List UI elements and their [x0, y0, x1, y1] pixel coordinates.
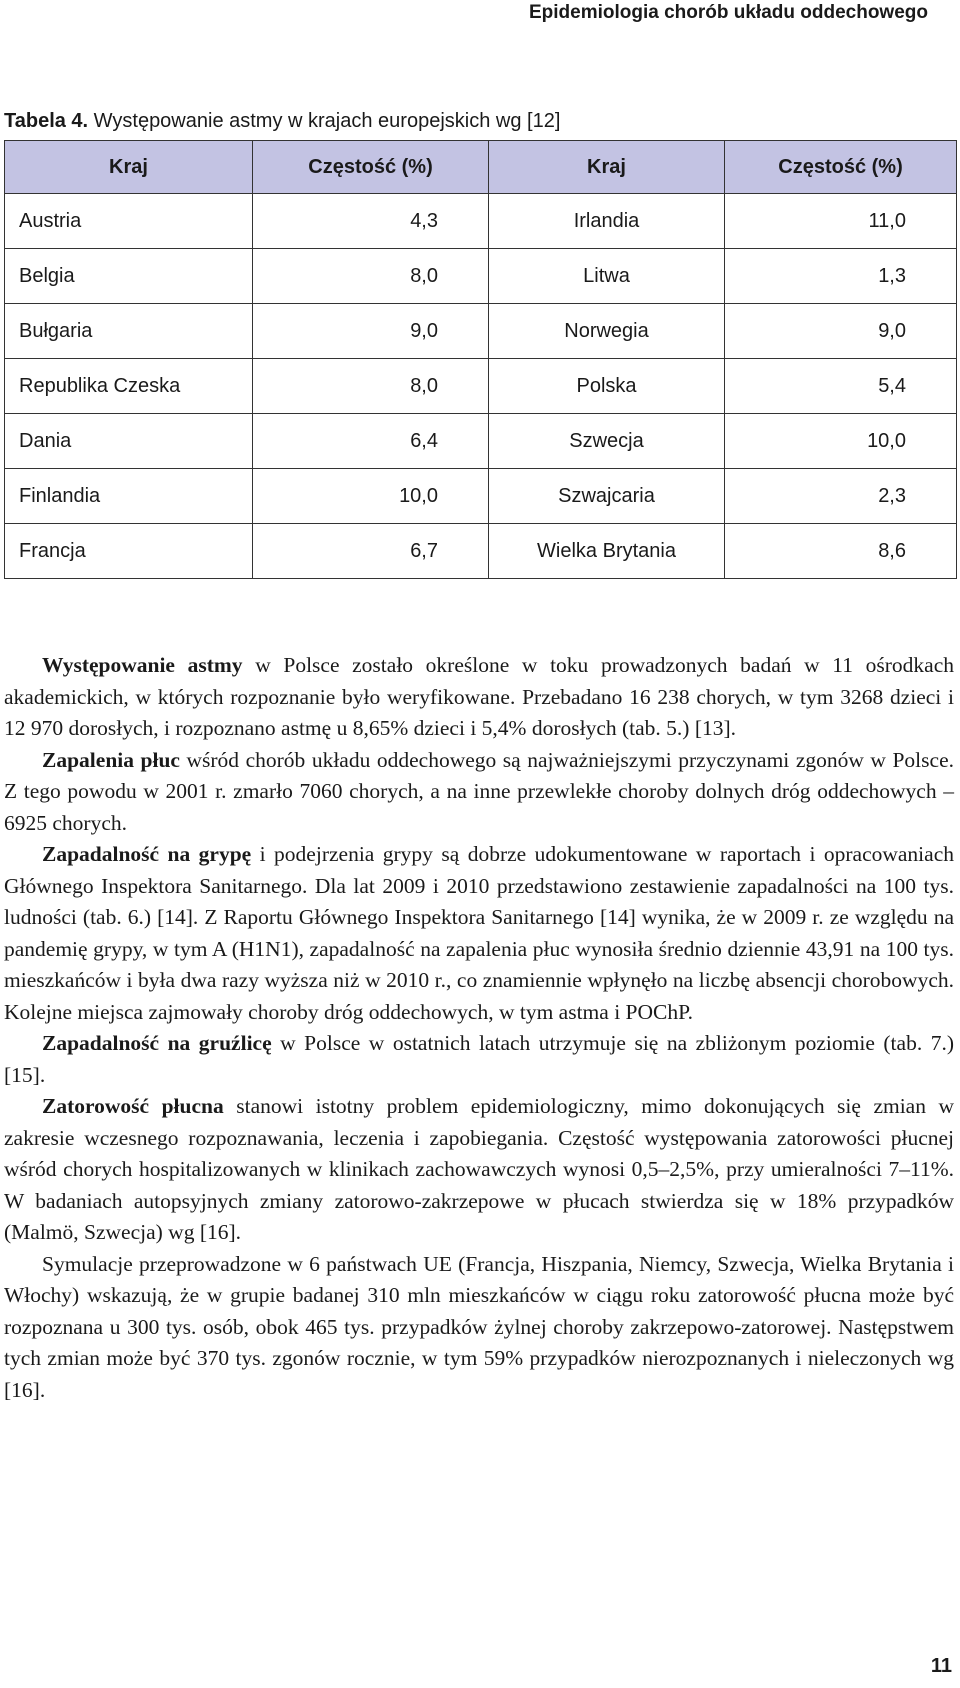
table-cell: Bułgaria [5, 304, 253, 359]
table-row [5, 524, 957, 579]
table-cell: 10,0 [725, 414, 957, 469]
table-cell: Finlandia [5, 469, 253, 524]
table-cell: Francja [5, 524, 253, 579]
table-cell: 8,0 [253, 249, 489, 304]
table-cell: 9,0 [725, 304, 957, 359]
table-cell: 4,3 [253, 194, 489, 249]
table-cell: Polska [489, 359, 725, 414]
paragraph-text: w Polsce w ostatnich latach utrzymuje się na zbliżonym poziomie (tab. 7.) [15]. [4, 1031, 954, 1087]
table-caption-label: Tabela 4. [4, 110, 89, 132]
table-cell: 6,4 [253, 414, 489, 469]
column-header: Częstość (%) [253, 141, 489, 194]
paragraph-text: stanowi istotny problem epidemiologiczny, mimo dokonujących się zmian w zakresie wczesnego rozpoznawania, leczenia i zapobiegania. Częstość występowania zatorowości płucnej wśród chorych hospitalizowanych w klinikach zachowawczych wynosi 0,5–2,5%, przy umieralności 7–11%. W badaniach autopsyjnych zmiany zatorowo-zakrzepowe w płucach stwierdza się w 18% przypadków (Malmö, Szwecja) wg [16]. [4, 1094, 954, 1244]
paragraph-lead: Zapadalność na gruźlicę [42, 1031, 272, 1055]
paragraph-lead: Zatorowość płucna [42, 1094, 224, 1118]
paragraph-influenza [4, 839, 954, 1028]
paragraph-tuberculosis [4, 1028, 954, 1091]
paragraph-text: wśród chorób układu oddechowego są najważniejszymi przyczynami zgonów w Polsce. Z tego powodu w 2001 r. zmarło 7060 chorych, a na inne przewlekłe choroby dolnych dróg oddechowych – 6925 chorych. [4, 747, 954, 835]
table-cell: Wielka Brytania [489, 524, 725, 579]
table-row [5, 414, 957, 469]
body-text [4, 650, 954, 1406]
table-cell: 8,6 [725, 524, 957, 579]
table-cell: Republika Czeska [5, 359, 253, 414]
table-cell: 10,0 [253, 469, 489, 524]
table-row [5, 469, 957, 524]
asthma-prevalence-table [4, 140, 957, 579]
table-row [5, 249, 957, 304]
paragraph-pneumonia [4, 745, 954, 840]
paragraph-lead: Występowanie astmy [42, 653, 243, 677]
column-header: Częstość (%) [725, 141, 957, 194]
table-cell: Litwa [489, 249, 725, 304]
page-number: 11 [930, 1655, 952, 1677]
table-row [5, 359, 957, 414]
paragraph-pulmonary-embolism [4, 1091, 954, 1249]
paragraph-text: i podejrzenia grypy są dobrze udokumentowane w raportach i opracowaniach Głównego Inspektora Sanitarnego. Dla lat 2009 i 2010 przedstawiono zestawienie zapadalności na 100 tys. ludności (tab. 6.) [14]. Z Raportu Głównego Inspektora Sanitarnego [14] wynika, że w 2009 r. ze względu na pandemię grypy, w tym A (H1N1), zapadalność na zapalenia płuc wynosiła średnio dziennie 43,91 na 100 tys. mieszkańców i była dwa razy wyższa niż w 2010 r., co znamiennie wpłynęło na liczbę absencji chorobowych. Kolejne miejsca zajmowały choroby dróg oddechowych, w tym astma i POChP. [4, 842, 954, 1024]
paragraph-asthma [4, 650, 954, 745]
table-caption [4, 107, 560, 135]
running-header: Epidemiologia chorób układu oddechowego [528, 2, 928, 23]
table-cell: 2,3 [725, 469, 957, 524]
column-header: Kraj [5, 141, 253, 194]
table-row [5, 304, 957, 359]
table-cell: Belgia [5, 249, 253, 304]
table-cell: 11,0 [725, 194, 957, 249]
table-cell: Szwecja [489, 414, 725, 469]
table-cell: 6,7 [253, 524, 489, 579]
table-cell: Austria [5, 194, 253, 249]
table-header-row [5, 141, 957, 194]
table-cell: Dania [5, 414, 253, 469]
column-header: Kraj [489, 141, 725, 194]
paragraph-text: w Polsce zostało określone w toku prowadzonych badań w 11 ośrodkach akademickich, w których rozpoznanie było weryfikowane. Przebadano 16 238 chorych, w tym 3268 dzieci i 12 970 dorosłych, i rozpoznano astmę u 8,65% dzieci i 5,4% dorosłych (tab. 5.) [13]. [4, 653, 954, 740]
table-row [5, 194, 957, 249]
table-cell: Szwajcaria [489, 469, 725, 524]
table-cell: Norwegia [489, 304, 725, 359]
paragraph-lead: Zapadalność na grypę [42, 842, 252, 866]
paragraph-simulations [4, 1249, 954, 1407]
table-cell: 8,0 [253, 359, 489, 414]
table-caption-text: Występowanie astmy w krajach europejskich wg [12] [88, 110, 561, 132]
paragraph-lead: Zapalenia płuc [42, 747, 180, 772]
table-cell: 5,4 [725, 359, 957, 414]
paragraph-text: Symulacje przeprowadzone w 6 państwach UE (Francja, Hiszpania, Niemcy, Szwecja, Wielka Brytania i Włochy) wskazują, że w grupie badanej 310 mln mieszkańców w ciągu roku zatorowość płucna może być rozpoznana u 300 tys. osób, obok 465 tys. przypadków żylnej choroby zakrzepowo-zatorowej. Następstwem tych zmian może być 370 tys. zgonów rocznie, w tym 59% przypadków nierozpoznanych i nieleczonych wg [16]. [4, 1251, 954, 1402]
table-cell: 9,0 [253, 304, 489, 359]
table-cell: 1,3 [725, 249, 957, 304]
table-cell: Irlandia [489, 194, 725, 249]
